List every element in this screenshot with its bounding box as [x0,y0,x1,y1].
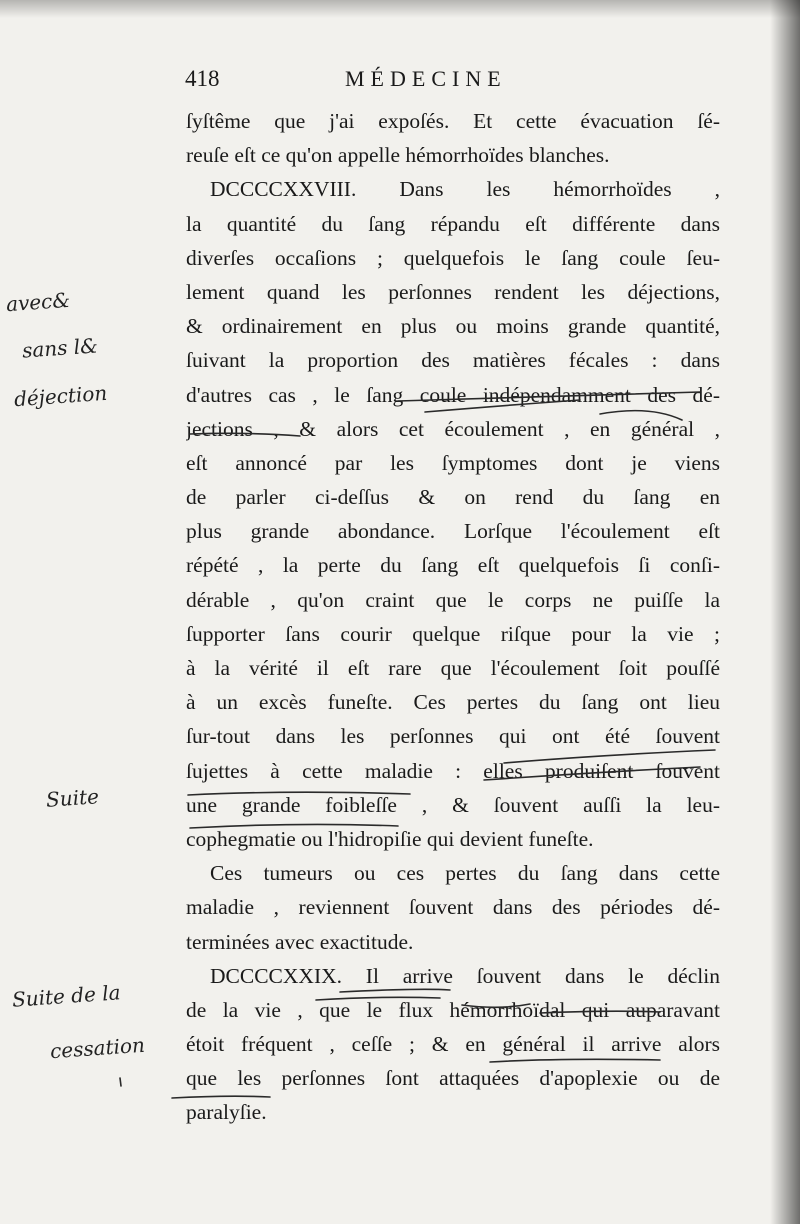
text-line: ſuivant la proportion des matières fécales : dans [186,348,720,373]
text-line: jections , & alors cet écoulement , en général , [186,416,720,441]
text-line: paralyſie. [186,1100,267,1125]
text-line: répété , la perte du ſang eſt quelquefois ſi conſi- [186,553,720,578]
text-line: plus grande abondance. Lorſque l'écoulement eſt [186,519,720,544]
text-line: que les perſonnes ſont attaquées d'apoplexie ou de [186,1066,720,1091]
text-line: d'autres cas , le ſang coule indépendamment des dé- [186,382,720,407]
text-line: maladie , reviennent ſouvent dans des périodes dé- [186,895,720,920]
page-number: 418 [185,66,220,91]
margin-note-handwritten: Suite [45,784,100,812]
margin-note-handwritten: Suite de la [11,980,122,1012]
page-header [185,66,705,100]
text-line: reuſe eſt ce qu'on appelle hémorrhoïdes blanches. [186,143,610,168]
text-line: DCCCCXXVIII. Dans les hémorrhoïdes , [210,177,720,202]
text-line: la quantité du ſang répandu eſt différente dans [186,211,720,236]
text-line: eſt annoncé par les ſymptomes dont je viens [186,450,720,475]
text-line: Ces tumeurs ou ces pertes du ſang dans cette [210,861,720,886]
underline-stroke [120,1078,121,1086]
text-line: de parler ci-deſſus & on rend du ſang en [186,485,720,510]
text-line: ſyſtême que j'ai expoſés. Et cette évacuation ſé- [186,109,720,133]
text-line: ſur-tout dans les perſonnes qui ont été ſouvent [186,724,720,749]
margin-note-handwritten: sans l& [21,333,99,363]
text-line: à un excès funeſte. Ces pertes du ſang ont lieu [186,690,720,715]
margin-note-handwritten: cessation [49,1032,146,1064]
text-line: DCCCCXXIX. Il arrive ſouvent dans le déclin [210,963,720,988]
page-gutter-shadow [770,0,800,1224]
text-line: de la vie , que le flux hémorrhoïdal qui auparavant [186,997,720,1022]
text-line: ſupporter ſans courir quelque riſque pour la vie ; [186,621,720,646]
body-text [186,104,720,1130]
margin-note-handwritten: déjection [13,380,108,412]
text-line: lement quand les perſonnes rendent les déjections, [186,279,720,304]
text-line: dérable , qu'on craint que le corps ne puiſſe la [186,587,720,612]
text-line: étoit fréquent , ceſſe ; & en général il arrive alors [186,1032,720,1057]
text-line: terminées avec exactitude. [186,929,414,954]
text-line: diverſes occaſions ; quelquefois le ſang coule ſeu- [186,245,720,270]
margin-note-handwritten: avec& [5,287,71,317]
text-line: cophegmatie ou l'hidropiſie qui devient funeſte. [186,826,594,851]
text-line: & ordinairement en plus ou moins grande quantité, [186,314,720,339]
text-line: une grande foibleſſe , & ſouvent auſſi la leu- [186,792,720,817]
text-line: à la vérité il eſt rare que l'écoulement ſoit pouſſé [186,656,720,680]
page-top-shadow [0,0,800,18]
text-line: ſujettes à cette maladie : elles produiſent ſouvent [186,758,720,783]
running-title: MÉDECINE [345,66,507,91]
